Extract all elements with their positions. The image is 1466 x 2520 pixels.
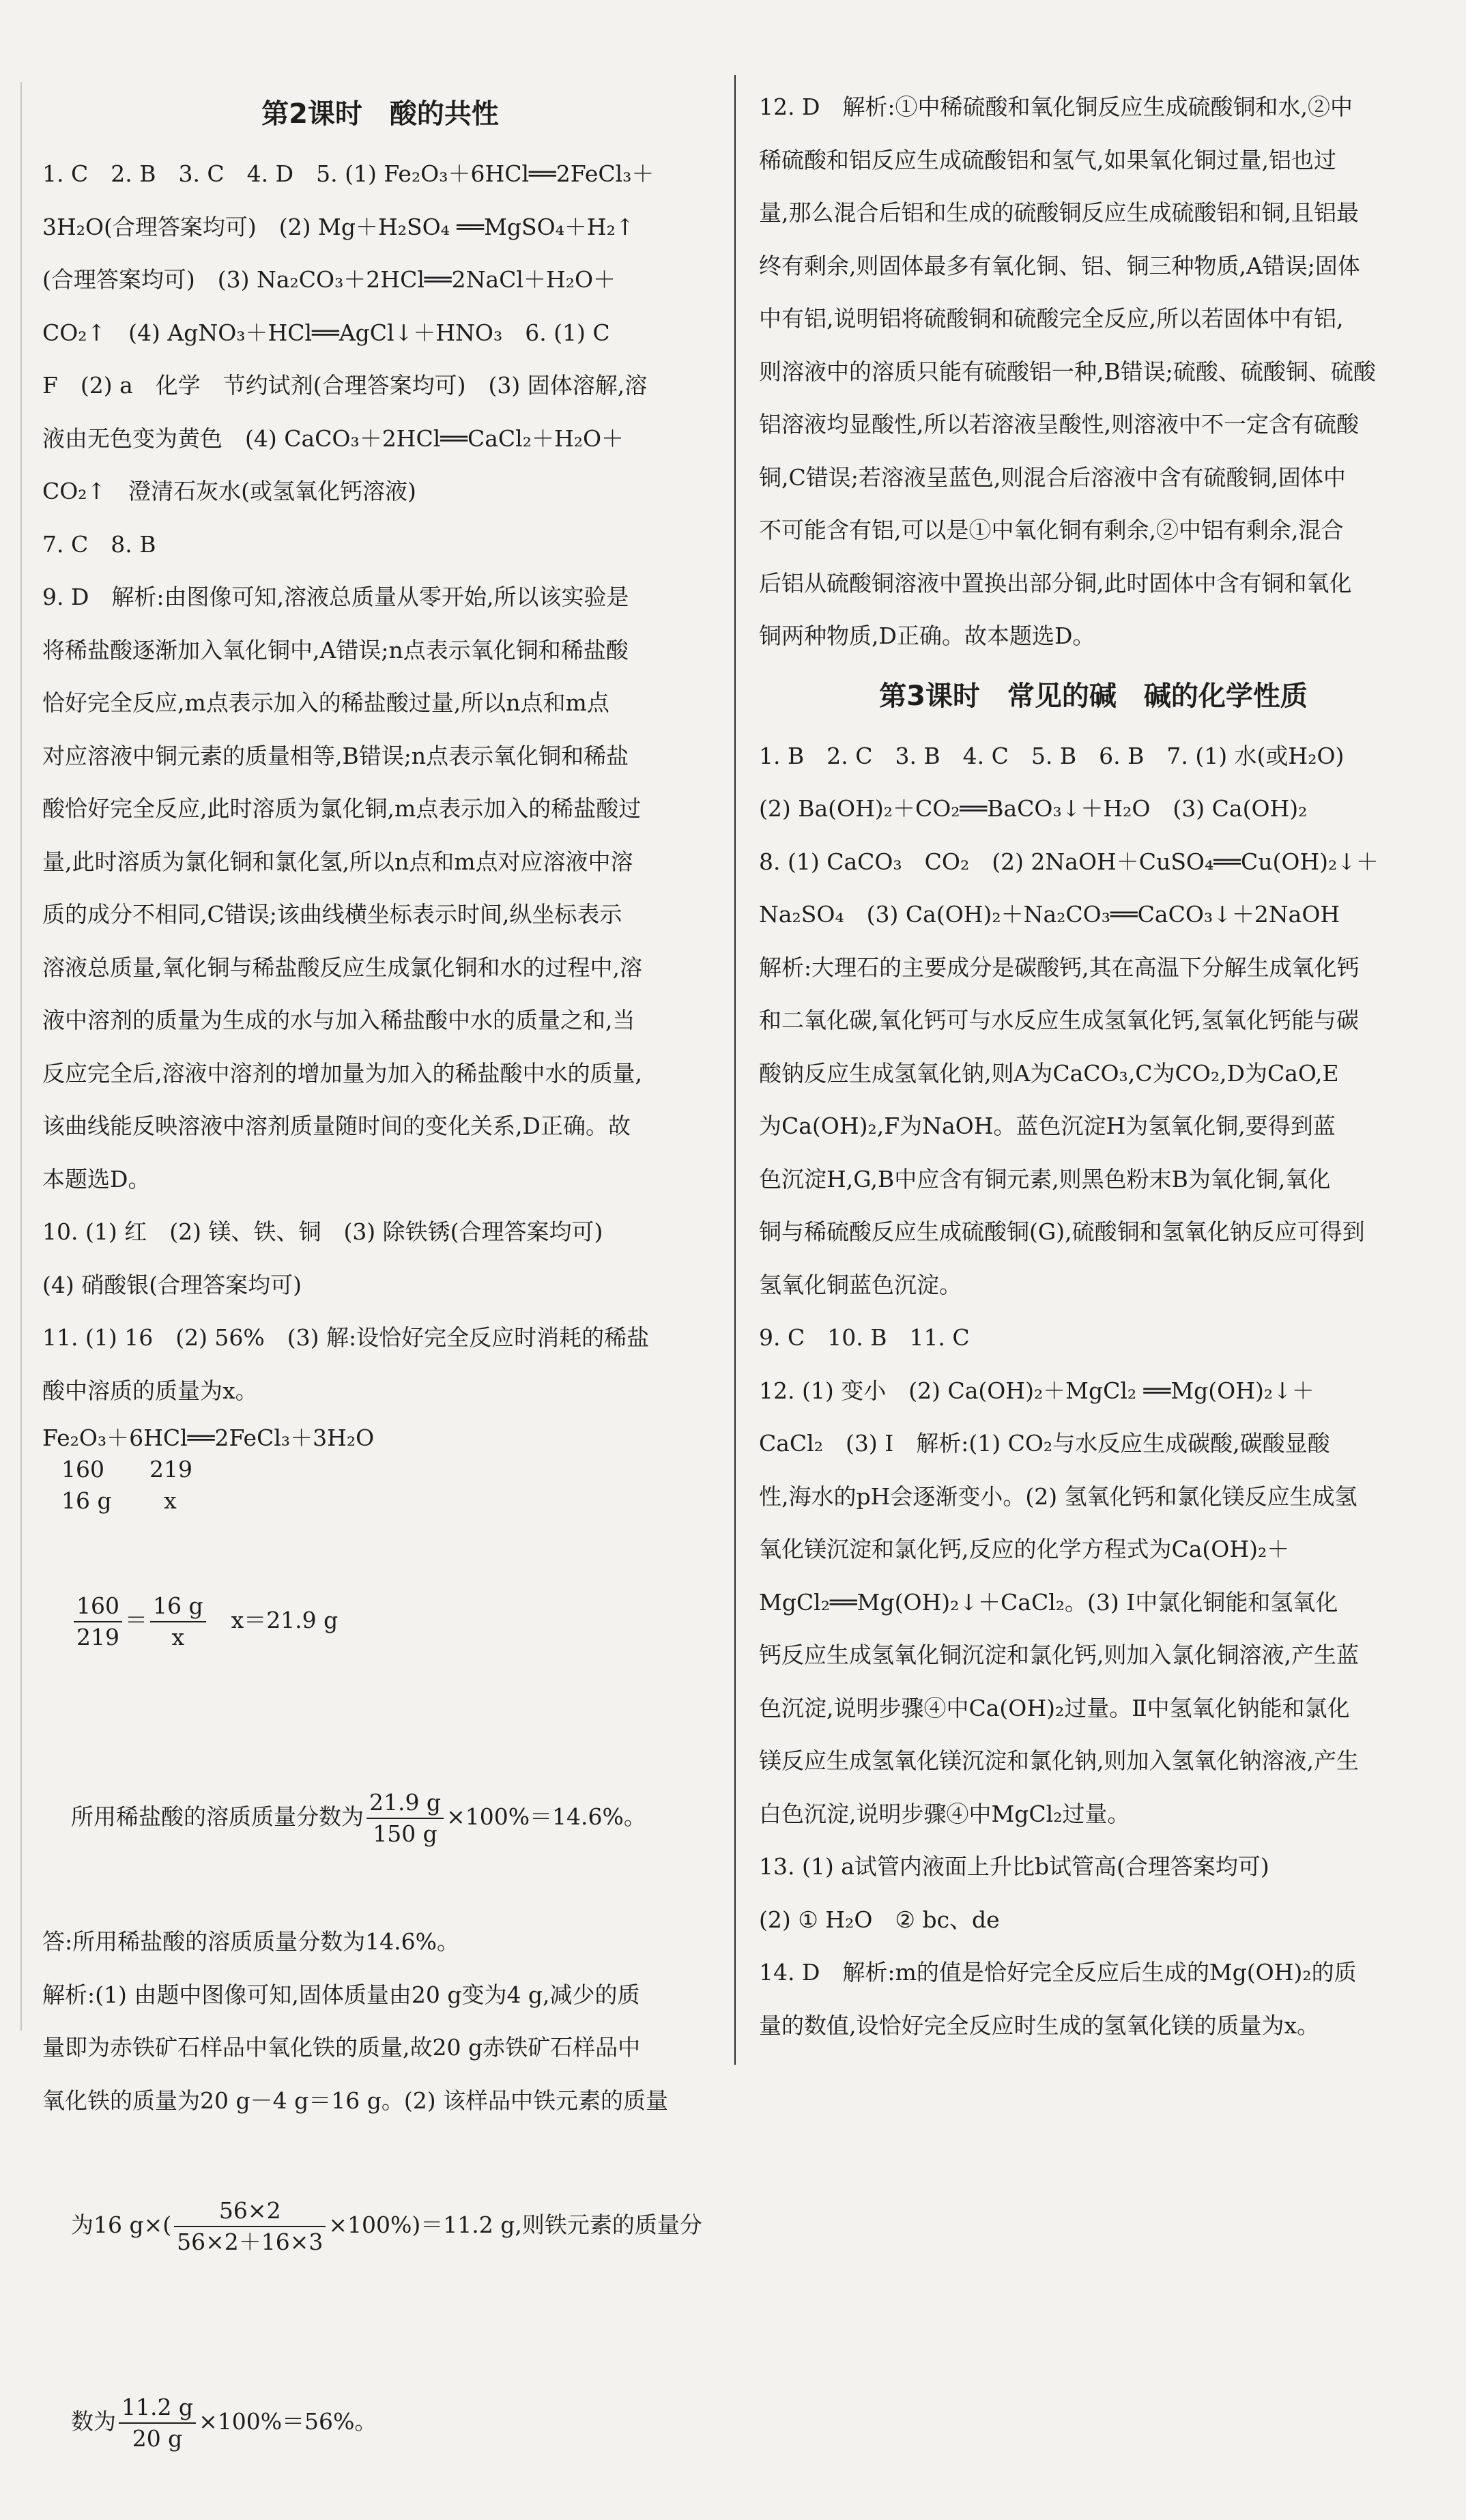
text-line: 中有铝,说明铝将硫酸铜和硫酸完全反应,所以若固体中有铝, xyxy=(759,305,1344,332)
text-line: 为Ca(OH)₂,F为NaOH。蓝色沉淀H为氢氧化铜,要得到蓝 xyxy=(759,1113,1336,1139)
text-line: 量的数值,设恰好完全反应时生成的氢氧化镁的质量为x。 xyxy=(759,2011,1320,2039)
text-line: 7. C 8. B xyxy=(42,530,156,558)
text-line: 钙反应生成氢氧化铜沉淀和氯化钙,则加入氯化铜溶液,产生蓝 xyxy=(759,1642,1359,1668)
text-line: 液中溶剂的质量为生成的水与加入稀盐酸中水的质量之和,当 xyxy=(42,1007,635,1033)
text-line: 铜两种物质,D正确。故本题选D。 xyxy=(759,622,1095,649)
text-line: 9. C 10. B 11. C xyxy=(759,1324,970,1351)
text-line: CaCl₂ (3) Ⅰ 解析:(1) CO₂与水反应生成碳酸,碳酸显酸 xyxy=(759,1430,1330,1457)
section-title-lesson-2: 第2课时 酸的共性 xyxy=(261,98,499,130)
text-line: 12. D 解析:①中稀硫酸和氧化铜反应生成硫酸铜和水,②中 xyxy=(759,94,1353,120)
text-line: 量,那么混合后铝和生成的硫酸铜反应生成硫酸铝和铜,且铝最 xyxy=(759,199,1359,226)
text-line: 14. D 解析:m的值是恰好完全反应后生成的Mg(OH)₂的质 xyxy=(759,1959,1357,1986)
text-line: 镁反应生成氢氧化镁沉淀和氯化钠,则加入氢氧化钠溶液,产生 xyxy=(759,1747,1359,1774)
text-line: Na₂SO₄ (3) Ca(OH)₂＋Na₂CO₃══CaCO₃↓＋2NaOH xyxy=(759,901,1340,928)
text-line: 酸钠反应生成氢氧化钠,则A为CaCO₃,C为CO₂,D为CaO,E xyxy=(759,1059,1339,1087)
fraction: $\frac{56\times 2}{56\times 2+16\times 3}$ xyxy=(174,2196,326,2257)
text-line: 该曲线能反映溶液中溶剂质量随时间的变化关系,D正确。故 xyxy=(42,1113,631,1139)
text-line: (合理答案均可) (3) Na₂CO₃＋2HCl══2NaCl＋H₂O＋ xyxy=(42,266,616,293)
text-line: 酸恰好完全反应,此时溶质为氯化铜,m点表示加入的稀盐酸过 xyxy=(42,795,642,822)
text-line: 质的成分不相同,C错误;该曲线横坐标表示时间,纵坐标表示 xyxy=(42,901,622,928)
iron-mass-line: 为16 g×( $\frac{56\times 2}{56\times 2+16\times 3}$ ×100%)＝11.2 g,则铁元素的质量分 xyxy=(42,2127,718,2323)
chemical-equation-block xyxy=(42,1422,718,1517)
text-line: 13. (1) a试管内液面上升比b试管高(合理答案均可) xyxy=(759,1853,1269,1880)
iron-fraction-line: 数为 $\frac{11.2 g}{20 g}$ ×100%＝56%。 xyxy=(42,2323,718,2520)
text-line: 对应溶液中铜元素的质量相等,B错误;n点表示氧化铜和稀盐 xyxy=(42,742,629,769)
left-column xyxy=(42,81,718,2520)
chemical-equation: Fe₂O₃＋6HCl══2FeCl₃＋3H₂O xyxy=(42,1424,375,1451)
text-line: F (2) a 化学 节约试剂(合理答案均可) (3) 固体溶解,溶 xyxy=(42,372,648,399)
fraction: $\frac{21.9 g}{150 g}$ xyxy=(366,1788,444,1849)
answer-line: 答:所用稀盐酸的溶质质量分数为14.6%。 xyxy=(42,1928,459,1955)
text-line: 色沉淀,说明步骤④中Ca(OH)₂过量。Ⅱ中氢氧化钠能和氯化 xyxy=(759,1694,1350,1721)
fraction: $\frac{11.2 g}{20 g}$ xyxy=(119,2392,196,2454)
text-line: 反应完全后,溶液中溶剂的增加量为加入的稀盐酸中水的质量, xyxy=(42,1059,642,1087)
text-line: 氧化铁的质量为20 g－4 g＝16 g。(2) 该样品中铁元素的质量 xyxy=(42,2087,669,2114)
text-line: 则溶液中的溶质只能有硫酸铝一种,B错误;硫酸、硫酸铜、硫酸 xyxy=(759,358,1376,385)
molar-mass-row: 160 219 xyxy=(61,1456,192,1483)
text-line: 和二氧化碳,氧化钙可与水反应生成氢氧化钙,氢氧化钙能与碳 xyxy=(759,1007,1359,1033)
text-line: 本题选D。 xyxy=(42,1165,151,1192)
text-line: 溶液总质量,氧化铜与稀盐酸反应生成氯化铜和水的过程中,溶 xyxy=(42,954,642,981)
text-line: 铜与稀硫酸反应生成硫酸铜(G),硫酸铜和氢氧化钠反应可得到 xyxy=(759,1218,1365,1245)
text-line: 将稀盐酸逐渐加入氧化铜中,A错误;n点表示氧化铜和稀盐酸 xyxy=(42,636,629,663)
text-line: 3H₂O(合理答案均可) (2) Mg＋H₂SO₄ ══MgSO₄＋H₂↑ xyxy=(42,213,635,240)
text-line: 后铝从硫酸铜溶液中置换出部分铜,此时固体中含有铜和氧化 xyxy=(759,569,1352,597)
text-line: 铜,C错误;若溶液呈蓝色,则混合后溶液中含有硫酸铜,固体中 xyxy=(759,463,1346,491)
text-line: 铝溶液均显酸性,所以若溶液呈酸性,则溶液中不一定含有硫酸 xyxy=(759,411,1359,438)
text-line: 恰好完全反应,m点表示加入的稀盐酸过量,所以n点和m点 xyxy=(42,689,609,716)
text-line: 性,海水的pH会逐渐变小。(2) 氢氧化钙和氯化镁反应生成氢 xyxy=(759,1483,1357,1510)
text-line: 白色沉淀,说明步骤④中MgCl₂过量。 xyxy=(759,1800,1130,1827)
text-line: 1. C 2. B 3. C 4. D 5. (1) Fe₂O₃＋6HCl══2FeCl₃＋ xyxy=(42,160,655,187)
text-line: 量即为赤铁矿石样品中氧化铁的质量,故20 g赤铁矿石样品中 xyxy=(42,2034,641,2061)
right-column xyxy=(759,81,1428,2052)
text-line: (2) Ba(OH)₂＋CO₂══BaCO₃↓＋H₂O (3) Ca(OH)₂ xyxy=(759,795,1308,822)
text-line: 12. (1) 变小 (2) Ca(OH)₂＋MgCl₂ ══Mg(OH)₂↓＋ xyxy=(759,1377,1314,1404)
text-line: (4) 硝酸银(合理答案均可) xyxy=(42,1271,302,1298)
mass-row: 16 g x xyxy=(61,1487,177,1514)
fraction: $\frac{16 g}{x}$ xyxy=(150,1591,206,1652)
text-line: 稀硫酸和铝反应生成硫酸铝和氢气,如果氧化铜过量,铝也过 xyxy=(759,146,1336,173)
text-line: 色沉淀H,G,B中应含有铜元素,则黑色粉末B为氧化铜,氧化 xyxy=(759,1165,1331,1192)
column-divider xyxy=(734,75,736,2065)
text-line: 终有剩余,则固体最多有氧化铜、铝、铜三种物质,A错误;固体 xyxy=(759,252,1360,279)
fraction: $\frac{160}{219}$ xyxy=(74,1591,122,1652)
text-line: CO₂↑ 澄清石灰水(或氢氧化钙溶液) xyxy=(42,478,416,504)
text-line: 不可能含有铝,可以是①中氧化铜有剩余,②中铝有剩余,混合 xyxy=(759,517,1344,543)
result-line: 所用稀盐酸的溶质质量分数为 $\frac{21.9 g}{150 g}$ ×100%＝14.6%。 xyxy=(42,1719,718,1915)
text-line: 解析:(1) 由题中图像可知,固体质量由20 g变为4 g,减少的质 xyxy=(42,1981,640,2008)
text-line: MgCl₂══Mg(OH)₂↓＋CaCl₂。(3) Ⅰ中氯化铜能和氢氧化 xyxy=(759,1588,1338,1616)
text-line: 氧化镁沉淀和氯化钙,反应的化学方程式为Ca(OH)₂＋ xyxy=(759,1536,1290,1562)
text-line: 量,此时溶质为氯化铜和氯化氢,所以n点和m点对应溶液中溶 xyxy=(42,848,633,875)
proportion-line: $\frac{160}{219}$ ＝ $\frac{16 g}{x}$ x＝21.9 g xyxy=(42,1522,718,1719)
text-line: 10. (1) 红 (2) 镁、铁、铜 (3) 除铁锈(合理答案均可) xyxy=(42,1218,603,1245)
text-line: 1. B 2. C 3. B 4. C 5. B 6. B 7. (1) 水(或H₂O) xyxy=(759,742,1345,769)
page-edge xyxy=(20,82,22,2031)
text-line: 解析:大理石的主要成分是碳酸钙,其在高温下分解生成氧化钙 xyxy=(759,954,1360,981)
text-line: 8. (1) CaCO₃ CO₂ (2) 2NaOH＋CuSO₄══Cu(OH)₂↓＋ xyxy=(759,848,1379,875)
text-line: (2) ① H₂O ② bc、de xyxy=(759,1906,1000,1933)
section-title-lesson-3: 第3课时 常见的碱 碱的化学性质 xyxy=(879,680,1308,712)
text-line: 9. D 解析:由图像可知,溶液总质量从零开始,所以该实验是 xyxy=(42,584,629,610)
text-line: CO₂↑ (4) AgNO₃＋HCl══AgCl↓＋HNO₃ 6. (1) C xyxy=(42,319,610,346)
text-line: 液由无色变为黄色 (4) CaCO₃＋2HCl══CaCl₂＋H₂O＋ xyxy=(42,425,624,452)
text-line: 氢氧化铜蓝色沉淀。 xyxy=(759,1271,962,1298)
text-line: 11. (1) 16 (2) 56% (3) 解:设恰好完全反应时消耗的稀盐 xyxy=(42,1324,650,1351)
text-line: 酸中溶质的质量为x。 xyxy=(42,1377,258,1404)
